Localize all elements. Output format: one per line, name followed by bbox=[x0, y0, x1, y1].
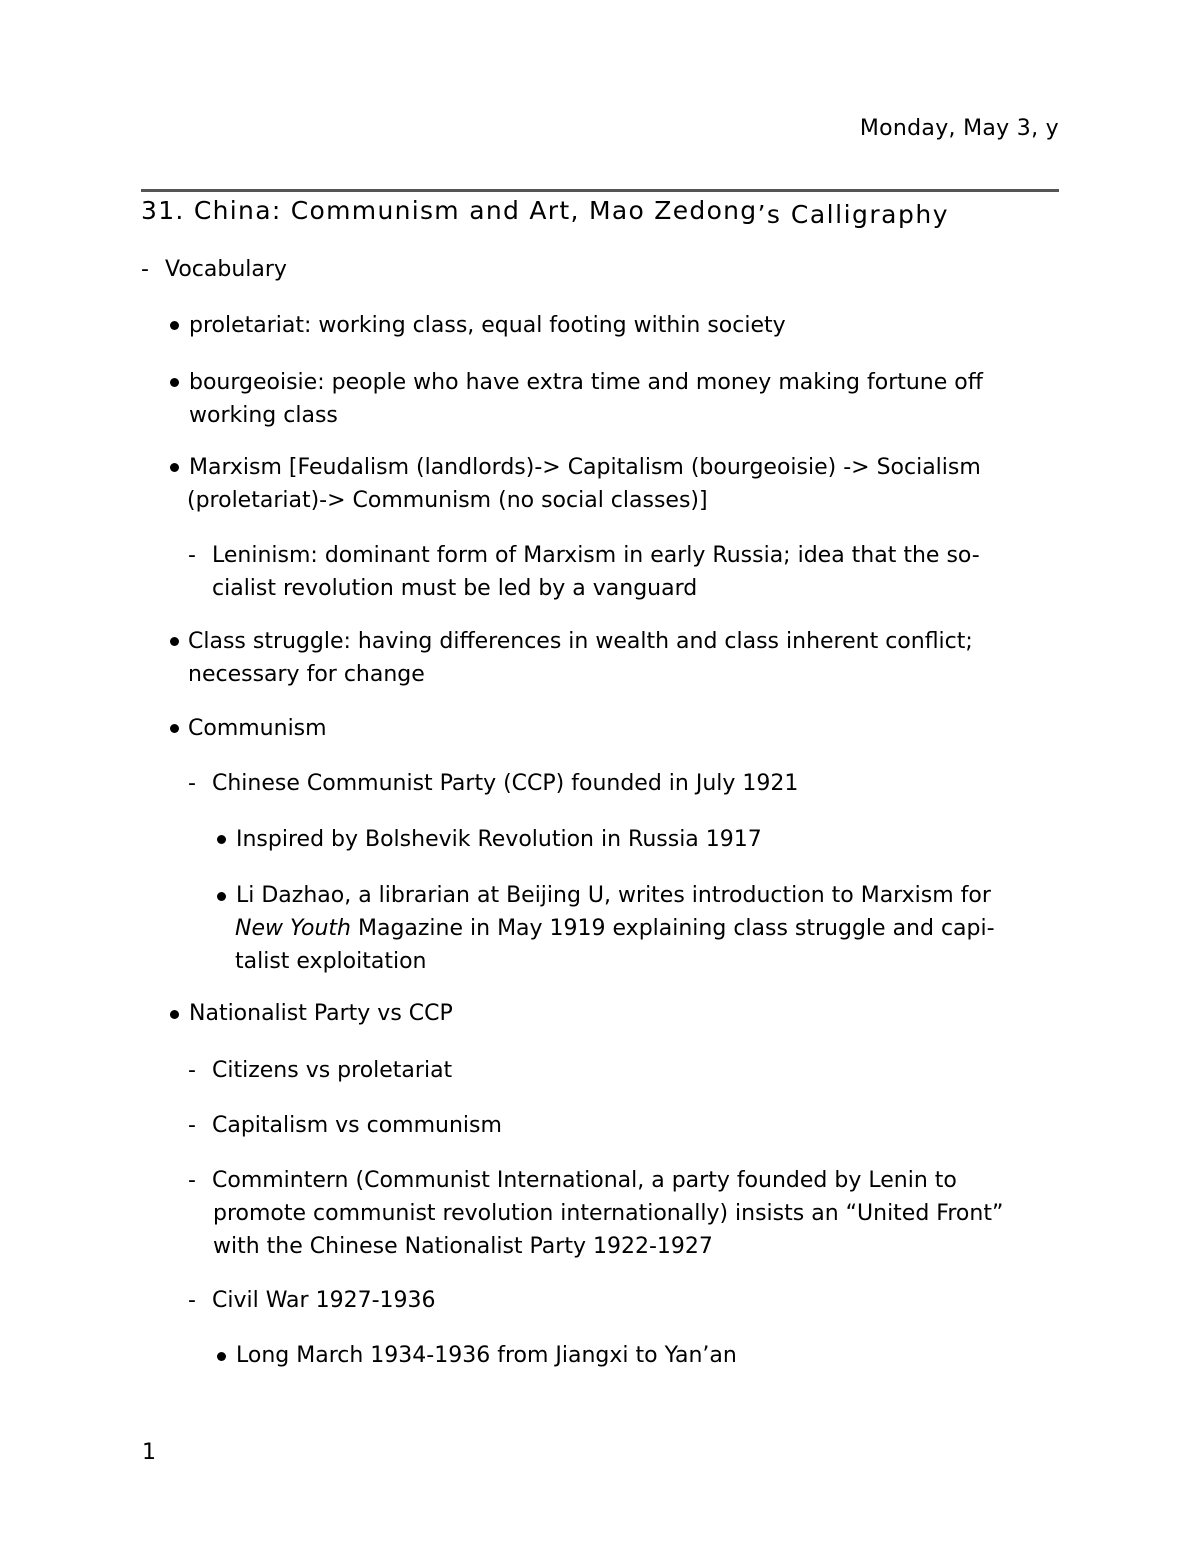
bullet-icon bbox=[170, 378, 179, 387]
bullet-icon bbox=[170, 463, 179, 472]
bullet-icon bbox=[217, 892, 226, 901]
dash-marker: - bbox=[188, 543, 196, 568]
bullet-icon bbox=[217, 835, 226, 844]
list-item: Long March 1934-1936 from Jiangxi to Yan’an bbox=[236, 1343, 737, 1368]
section-label: Vocabulary bbox=[165, 257, 287, 282]
title-main: 31. China: Communism and Art, Mao Zedong bbox=[141, 196, 758, 225]
list-item: Chinese Communist Party (CCP) founded in July 1921 bbox=[212, 771, 799, 796]
dash-marker: - bbox=[188, 1168, 196, 1193]
magazine-title: New Youth bbox=[235, 916, 351, 941]
list-item: proletariat: working class, equal footing within society bbox=[189, 313, 786, 338]
list-item: Civil War 1927-1936 bbox=[212, 1288, 436, 1313]
list-item: Leninism: dominant form of Marxism in early Russia; idea that the so- bbox=[212, 543, 980, 568]
list-item: Nationalist Party vs CCP bbox=[189, 1001, 453, 1026]
dash-marker: - bbox=[188, 771, 196, 796]
list-item-continued: talist exploitation bbox=[235, 949, 427, 974]
list-item-continued: promote communist revolution internationally) insists an “United Front” bbox=[213, 1201, 1004, 1226]
list-item: Capitalism vs communism bbox=[212, 1113, 502, 1138]
list-item: Commintern (Communist International, a party founded by Lenin to bbox=[212, 1168, 957, 1193]
title-tail: ’s Calligraphy bbox=[757, 200, 949, 229]
list-item-continued: necessary for change bbox=[188, 662, 425, 687]
list-item-continued bbox=[235, 912, 995, 945]
bullet-icon bbox=[170, 724, 179, 733]
page-number: 1 bbox=[142, 1440, 156, 1465]
title-rule bbox=[141, 189, 1059, 192]
list-item-text: Magazine in May 1919 explaining class struggle and capi- bbox=[350, 916, 995, 941]
page-title bbox=[141, 196, 949, 229]
bullet-icon bbox=[217, 1352, 226, 1361]
header-date: Monday, May 3, y bbox=[859, 116, 1059, 141]
list-item-continued: (proletariat)-> Communism (no social classes)] bbox=[187, 488, 708, 513]
dash-marker: - bbox=[188, 1113, 196, 1138]
list-item: Li Dazhao, a librarian at Beijing U, writes introduction to Marxism for bbox=[236, 883, 991, 908]
dash-marker: - bbox=[141, 257, 149, 282]
list-item-continued: with the Chinese Nationalist Party 1922-1927 bbox=[213, 1234, 713, 1259]
dash-marker: - bbox=[188, 1288, 196, 1313]
list-item-continued: working class bbox=[189, 403, 338, 428]
bullet-icon bbox=[170, 1010, 179, 1019]
list-item: Marxism [Feudalism (landlords)-> Capitalism (bourgeoisie) -> Socialism bbox=[189, 455, 981, 480]
list-item: Citizens vs proletariat bbox=[212, 1058, 453, 1083]
list-item-continued: cialist revolution must be led by a vanguard bbox=[212, 576, 698, 601]
bullet-icon bbox=[170, 637, 179, 646]
list-item: Inspired by Bolshevik Revolution in Russia 1917 bbox=[236, 827, 762, 852]
dash-marker: - bbox=[188, 1058, 196, 1083]
bullet-icon bbox=[170, 321, 179, 330]
list-item: Communism bbox=[188, 716, 327, 741]
list-item: bourgeoisie: people who have extra time and money making fortune off bbox=[189, 370, 983, 395]
list-item: Class struggle: having differences in wealth and class inherent conflict; bbox=[188, 629, 973, 654]
